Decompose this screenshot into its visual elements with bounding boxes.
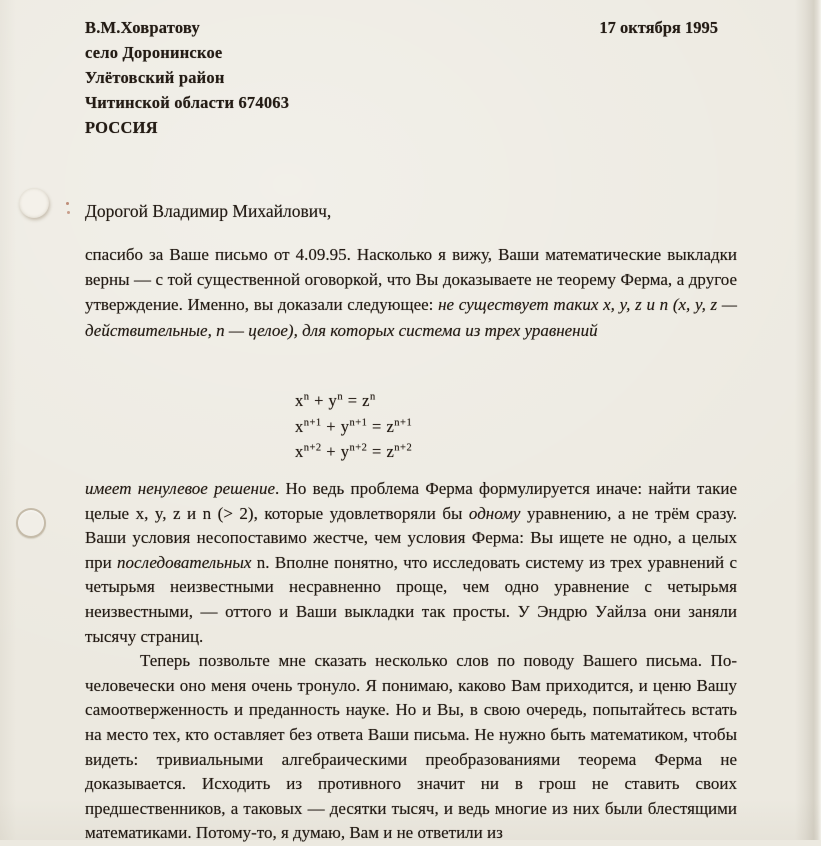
- recipient-address: [85, 15, 289, 140]
- equation-line-2: $x^{n+1} + y^{n+1} = z^{n+1}$: [295, 416, 413, 436]
- salutation: Дорогой Владимир Михайлович,: [85, 201, 332, 221]
- equation-line-1: $x^n + y^n = z^n$: [295, 391, 376, 410]
- letter-body: [85, 477, 737, 846]
- letter-date: 17 октября 1995: [599, 18, 718, 37]
- scan-edge-shadow: [795, 0, 821, 840]
- recipient-district: Улётовский район: [85, 68, 225, 87]
- recipient-name: В.М.Ховратову: [85, 18, 200, 37]
- recipient-region-postcode: Читинской области 674063: [85, 93, 290, 112]
- equation-line-3: $x^{n+2} + y^{n+2} = z^{n+2}$: [295, 442, 413, 462]
- hole-punch-top: [19, 188, 49, 218]
- paragraph-fermat-comparison: имеет ненулевое решение. Но ведь проблема Ферма формулируется иначе: найти такие целые x, y, z и n (> 2), которые удовлетворяли бы одному уравнению, а не трём сразу. Ваши условия несопоставимо жестче, чем условия Ферма: Вы ищете не одно, а целых при последовательных n. Вполне понятно, что исследовать систему из трех уравнений с четырьмя неизвестными несравненно проще, чем одно уравнение с четырьмя неизвестными, — оттого и Ваши выкладки так просты. У Эндрю Уайлза они заняли тысячу страниц.: [85, 479, 737, 646]
- paragraph-intro: спасибо за Ваше письмо от 4.09.95. Насколько я вижу, Ваши математические выкладки верны — с той существенной оговоркой, что Вы доказываете не теорему Ферма, а другое утверждение. Именно, вы доказали следующее: не существует таких x, y, z и n (x, y, z — действительные, n — целое), для которых система из трех уравнений: [85, 245, 737, 340]
- scan-speck: [66, 202, 69, 205]
- equation-block: [295, 388, 412, 465]
- paragraph-personal-remarks: Теперь позвольте мне сказать несколько слов по поводу Вашего письма. По-человечески оно меня очень тронуло. Я понимаю, каково Вам приходится, и ценю Вашу самоотверженность и преданность науке. Но и Вы, в свою очередь, попытайтесь встать на место тех, кто оставляет без ответа Ваши письма. Не нужно быть математиком, чтобы видеть: тривиальными алгебраическими преобразованиями теорема Ферма не доказывается. Исходить из противного значит ни в грош не ставить своих предшественников, а таковых — десятки тысяч, и ведь многие из них были блестящими математиками. Потому-то, я думаю, Вам и не ответили из: [85, 651, 737, 843]
- recipient-village: село Доронинское: [85, 43, 223, 62]
- hole-punch-bottom: [16, 508, 46, 538]
- recipient-country: РОССИЯ: [85, 118, 158, 137]
